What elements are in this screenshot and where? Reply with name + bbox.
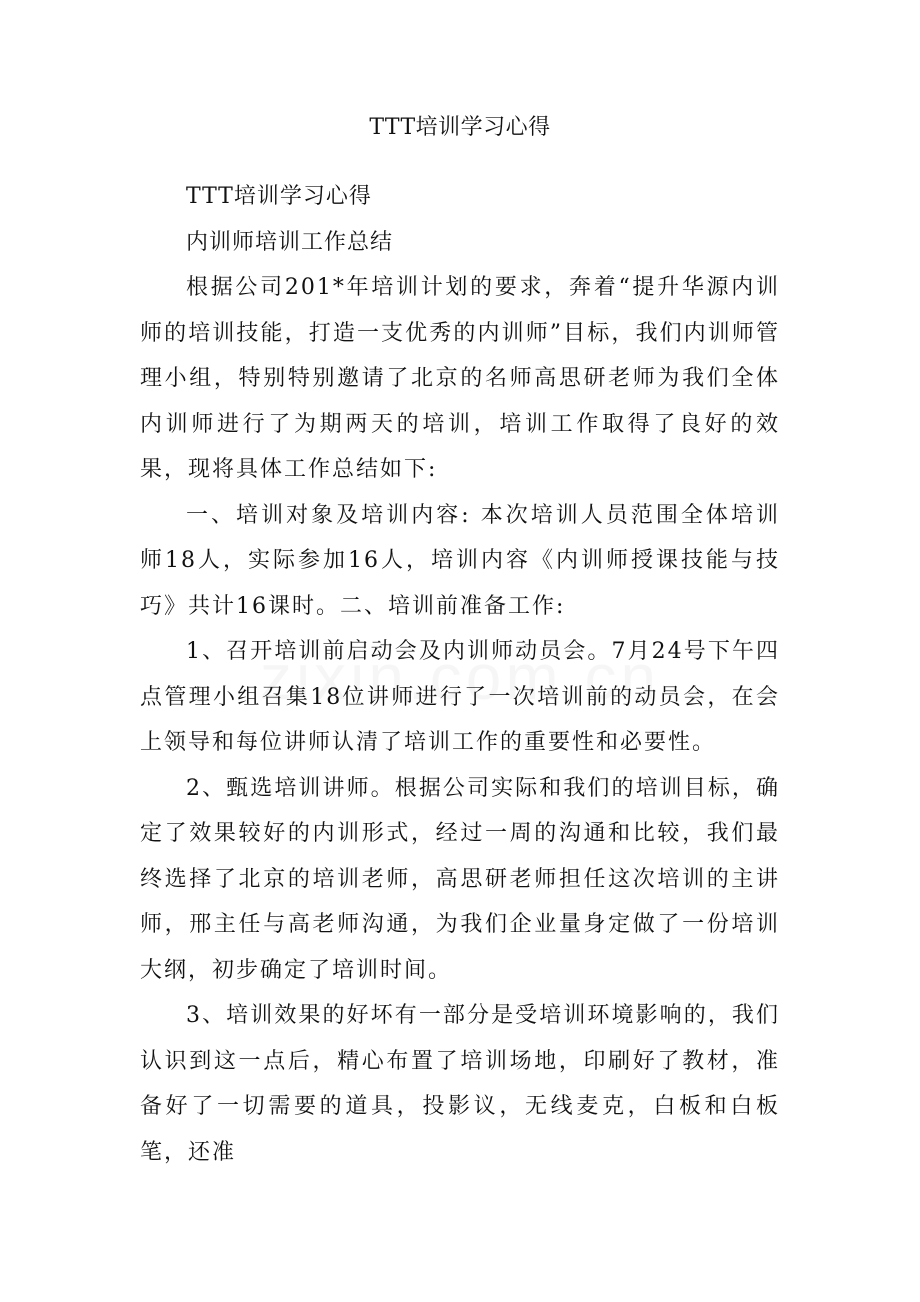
paragraph-item-1: 1、召开培训前启动会及内训师动员会。7月24号下午四点管理小组召集18位讲师进行了一次培训前的动员会，在会上领导和每位讲师认清了培训工作的重要性和必要性。 (140, 639, 780, 755)
paragraph-item-2: 2、甄选培训讲师。根据公司实际和我们的培训目标，确定了效果较好的内训形式，经过一周的沟通和比较，我们最终选择了北京的培训老师，高思研老师担任这次培训的主讲师，邢主任与高老师沟通，为我们企业量身定做了一份培训大纲，初步确定了培训时间。 (140, 775, 780, 983)
paragraph-intro: 根据公司201*年培训计划的要求，奔着“提升华源内训师的培训技能，打造一支优秀的内训师”目标，我们内训师管理小组，特别特别邀请了北京的名师高思研老师为我们全体内训师进行了为期两天的培训，培训工作取得了良好的效果，现将具体工作总结如下: (140, 275, 780, 482)
document-title: TTT培训学习心得 (369, 115, 551, 140)
paragraph-section-1: 一、培训对象及培训内容: 本次培训人员范围全体培训师18人，实际参加16人，培训内容《内训师授课技能与技巧》共计16课时。二、培训前准备工作: (140, 502, 780, 619)
paragraph-subtitle: TTT培训学习心得 (186, 184, 372, 209)
paragraph-summary-heading: 内训师培训工作总结 (186, 229, 394, 255)
document-body (140, 174, 780, 1175)
paragraph-item-3: 3、培训效果的好坏有一部分是受培训环境影响的，我们认识到这一点后，精心布置了培训场地，印刷好了教材，准备好了一切需要的道具，投影议，无线麦克，白板和白板笔，还准 (140, 1003, 780, 1165)
